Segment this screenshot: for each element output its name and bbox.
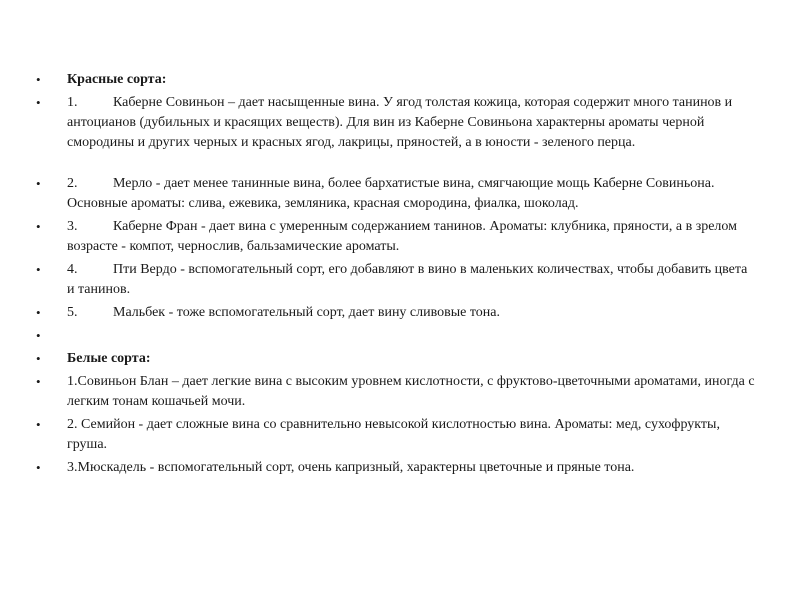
list-item-red-heading: [36, 70, 756, 90]
item-text: 3.Мюскадель - вспомогательный сорт, очень капризный, характерны цветочные и пряные тона.: [67, 460, 635, 475]
item-text: 1.Совиньон Блан – дает легкие вина с высоким уровнем кислотности, с фруктово-цветочными ароматами, иногда с легким тонам кошачьей мочи.: [67, 374, 755, 409]
list-item-semillon: [36, 415, 756, 455]
section-heading-red: Красные сорта:: [67, 72, 167, 87]
item-number: 5.: [67, 305, 78, 320]
item-text: 2. Семийон - дает сложные вина со сравнительно невысокой кислотностью вина. Ароматы: мед, сухофрукты, груша.: [67, 417, 720, 452]
bullet-icon: •: [36, 262, 41, 277]
bullet-icon: •: [36, 219, 41, 234]
item-text: Мальбек - тоже вспомогательный сорт, дает вину сливовые тона.: [113, 305, 501, 320]
bullet-icon: •: [36, 460, 41, 475]
list-item-merlot: [36, 174, 756, 214]
bullet-icon: •: [36, 417, 41, 432]
item-text: Мерло - дает менее танинные вина, более бархатистые вина, смягчающие мощь Каберне Совиньона. Основные ароматы: слива, ежевика, земляника, красная смородина, фиалка, шоколад.: [67, 176, 715, 211]
bullet-icon: •: [36, 176, 41, 191]
list-item-empty: [36, 326, 756, 346]
bullet-icon: •: [36, 72, 41, 87]
bullet-icon: •: [36, 328, 41, 343]
bullet-icon: •: [36, 95, 41, 110]
list-item-cabernet-franc: [36, 217, 756, 257]
list-item-muscadelle: [36, 458, 756, 478]
list-item-malbec: [36, 303, 756, 323]
item-text: Пти Вердо - вспомогательный сорт, его добавляют в вино в маленьких количествах, чтобы добавить цвета и танинов.: [67, 262, 748, 297]
list-item-sauvignon-blanc: [36, 372, 756, 412]
bullet-list: [36, 70, 756, 481]
item-number: 2.: [67, 176, 78, 191]
bullet-icon: •: [36, 305, 41, 320]
list-item-white-heading: [36, 349, 756, 369]
bullet-icon: •: [36, 351, 41, 366]
list-item-petit-verdot: [36, 260, 756, 300]
section-heading-white: Белые сорта:: [67, 351, 151, 366]
item-number: 3.: [67, 219, 78, 234]
list-item-cabernet-sauvignon: [36, 93, 756, 153]
bullet-icon: •: [36, 374, 41, 389]
item-number: 4.: [67, 262, 78, 277]
item-text: Каберне Фран - дает вина с умеренным содержанием танинов. Ароматы: клубника, пряности, а в зрелом возрасте - компот, чернослив, бальзамические ароматы.: [67, 219, 738, 254]
item-number: 1.: [67, 95, 78, 110]
item-text: Каберне Совиньон – дает насыщенные вина. У ягод толстая кожица, которая содержит много танинов и антоцианов (дубильных и красящих веществ). Для вин из Каберне Совиньона характерны ароматы черной смородины и других черных и красных ягод, лакрицы, пряностей, а в юности - зеленого перца.: [67, 95, 733, 150]
